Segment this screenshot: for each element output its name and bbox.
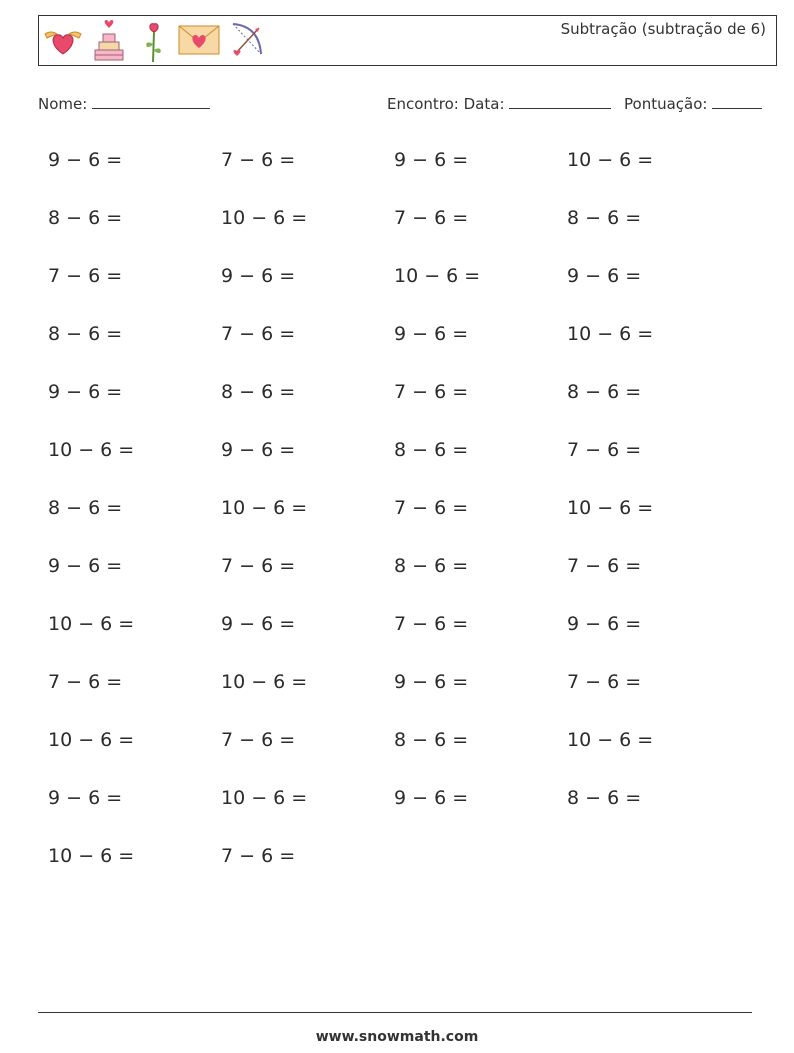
problem-item: 7 − 6 = bbox=[567, 439, 642, 461]
problem-item: 7 − 6 = bbox=[221, 729, 296, 751]
problem-item: 10 − 6 = bbox=[567, 729, 654, 751]
footer-url: www.snowmath.com bbox=[315, 1029, 479, 1045]
problem-item: 7 − 6 = bbox=[48, 265, 123, 287]
problem-item: 10 − 6 = bbox=[567, 149, 654, 171]
problem-item: 8 − 6 = bbox=[394, 729, 469, 751]
love-letter-icon bbox=[177, 20, 221, 64]
problem-item: 9 − 6 = bbox=[567, 613, 642, 635]
problem-item: 8 − 6 = bbox=[567, 787, 642, 809]
problem-item: 10 − 6 = bbox=[48, 729, 135, 751]
problem-item: 10 − 6 = bbox=[221, 671, 308, 693]
problem-item: 9 − 6 = bbox=[221, 613, 296, 635]
date-blank[interactable] bbox=[509, 93, 611, 109]
problem-item: 7 − 6 = bbox=[221, 555, 296, 577]
problem-item: 8 − 6 = bbox=[48, 323, 123, 345]
problem-item: 9 − 6 = bbox=[48, 555, 123, 577]
problem-item: 10 − 6 = bbox=[567, 323, 654, 345]
problem-item: 10 − 6 = bbox=[394, 265, 481, 287]
problem-item: 7 − 6 = bbox=[567, 555, 642, 577]
score-blank[interactable] bbox=[712, 93, 762, 109]
name-field[interactable] bbox=[38, 93, 210, 113]
problem-item: 7 − 6 = bbox=[394, 207, 469, 229]
problem-item: 8 − 6 = bbox=[48, 497, 123, 519]
problem-item: 9 − 6 = bbox=[394, 149, 469, 171]
problem-item: 10 − 6 = bbox=[221, 787, 308, 809]
session-date-label: Encontro: Data: bbox=[387, 95, 505, 113]
wedding-cake-icon bbox=[91, 20, 127, 68]
problem-item: 7 − 6 = bbox=[394, 613, 469, 635]
problem-item: 7 − 6 = bbox=[221, 149, 296, 171]
worksheet-title: Subtração (subtração de 6) bbox=[560, 20, 766, 38]
footer-divider bbox=[38, 1012, 752, 1013]
score-field[interactable] bbox=[624, 93, 762, 113]
problem-item: 8 − 6 = bbox=[567, 207, 642, 229]
problem-item: 7 − 6 = bbox=[394, 381, 469, 403]
problem-item: 7 − 6 = bbox=[394, 497, 469, 519]
problem-item: 9 − 6 = bbox=[48, 149, 123, 171]
problem-item: 9 − 6 = bbox=[48, 787, 123, 809]
session-field[interactable] bbox=[387, 93, 611, 113]
problem-item: 8 − 6 = bbox=[221, 381, 296, 403]
winged-heart-icon bbox=[41, 20, 85, 64]
problem-item: 9 − 6 = bbox=[221, 265, 296, 287]
problem-item: 7 − 6 = bbox=[221, 323, 296, 345]
problem-item: 9 − 6 = bbox=[567, 265, 642, 287]
problem-item: 9 − 6 = bbox=[48, 381, 123, 403]
problem-item: 10 − 6 = bbox=[48, 613, 135, 635]
problem-item: 9 − 6 = bbox=[221, 439, 296, 461]
score-label: Pontuação: bbox=[624, 95, 708, 113]
problem-item: 8 − 6 = bbox=[394, 555, 469, 577]
problem-item: 10 − 6 = bbox=[48, 439, 135, 461]
problem-item: 9 − 6 = bbox=[394, 787, 469, 809]
name-label: Nome: bbox=[38, 95, 88, 113]
problem-item: 7 − 6 = bbox=[567, 671, 642, 693]
problem-item: 8 − 6 = bbox=[48, 207, 123, 229]
problem-item: 9 − 6 = bbox=[394, 323, 469, 345]
problem-item: 10 − 6 = bbox=[567, 497, 654, 519]
name-blank[interactable] bbox=[92, 93, 210, 109]
problem-item: 8 − 6 = bbox=[394, 439, 469, 461]
bow-and-arrow-icon bbox=[229, 20, 265, 64]
worksheet-header bbox=[38, 15, 777, 66]
problem-item: 9 − 6 = bbox=[394, 671, 469, 693]
problem-item: 7 − 6 = bbox=[221, 845, 296, 867]
rose-icon bbox=[139, 20, 169, 68]
problem-item: 10 − 6 = bbox=[221, 207, 308, 229]
problem-item: 7 − 6 = bbox=[48, 671, 123, 693]
problem-item: 10 − 6 = bbox=[221, 497, 308, 519]
problem-item: 8 − 6 = bbox=[567, 381, 642, 403]
problem-item: 10 − 6 = bbox=[48, 845, 135, 867]
